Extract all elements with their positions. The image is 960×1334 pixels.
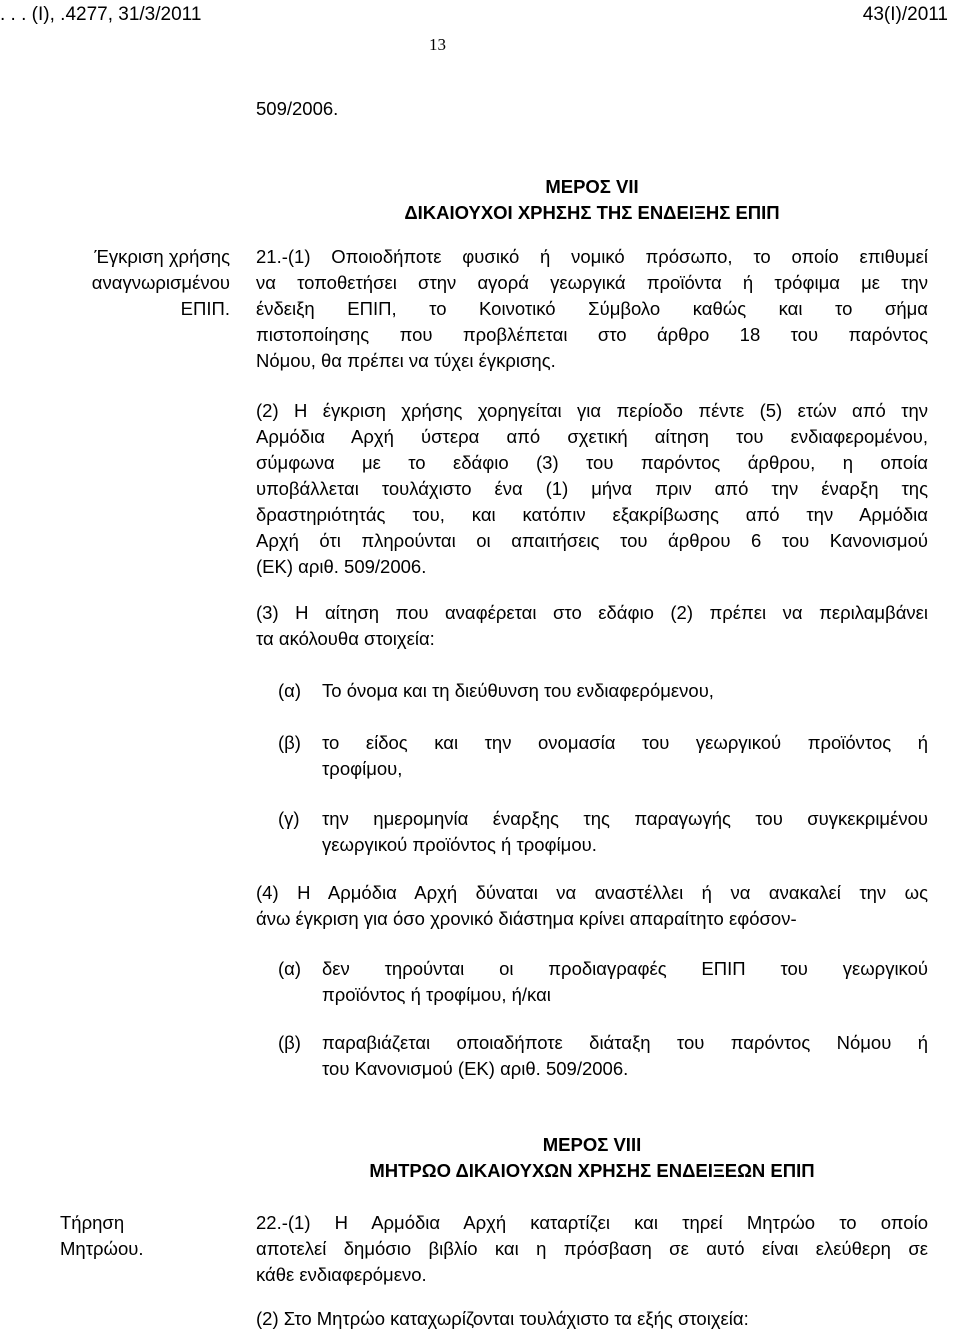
text-line: (2) Στο Μητρώο καταχωρίζονται τουλάχιστο τα εξής στοιχεία: (256, 1308, 749, 1329)
text-line: Αρμόδια Αρχή ύστερα από σχετική αίτηση του ενδιαφερομένου, (256, 426, 928, 447)
text-line: παραβιάζεται οποιαδήποτε διάταξη του παρόντος Νόμου ή (322, 1032, 928, 1053)
text-line: το είδος και την ονομασία του γεωργικού προϊόντος ή (322, 732, 928, 753)
regulation-reference: 509/2006. (256, 98, 339, 119)
list-item-label: (α) (278, 958, 302, 979)
margin-note-line: Τήρηση (60, 1212, 125, 1233)
text-line: υποβάλλεται τουλάχιστο ένα (1) μήνα πριν από την έναρξη της (256, 478, 928, 499)
text-line: (4) Η Αρμόδια Αρχή δύναται να αναστέλλει ή να ανακαλεί την ως (256, 882, 928, 903)
text-line: Νόμου, θα πρέπει να τύχει έγκρισης. (256, 350, 556, 371)
text-line: Αρχή ότι πληρούνται οι απαιτήσεις του άρθρου 6 του Κανονισμού (256, 530, 928, 551)
text-line: (2) Η έγκριση χρήσης χορηγείται για περίοδο πέντε (5) ετών από την (256, 400, 928, 421)
section-22-paragraph-2 (256, 1306, 928, 1332)
text-line: τα ακόλουθα στοιχεία: (256, 628, 435, 649)
text-line: 22.-(1) Η Αρμόδια Αρχή καταρτίζει και τηρεί Μητρώο το οποίο (256, 1212, 928, 1233)
text-line: ένδειξη ΕΠΙΠ, το Κοινοτικό Σύμβολο καθώς και το σήμα (256, 298, 928, 319)
margin-note-line: Έγκριση χρήσης (94, 246, 230, 267)
part-8-subtitle: ΜΗΤΡΩΟ ΔΙΚΑΙΟΥΧΩΝ ΧΡΗΣΗΣ ΕΝΔΕΙΞΕΩΝ ΕΠΙΠ (369, 1160, 815, 1181)
text-line: τροφίμου, (322, 758, 403, 779)
list-item-label: (γ) (278, 808, 300, 829)
margin-note-line: ΕΠΙΠ. (180, 298, 230, 319)
text-line: την ημερομηνία έναρξης της παραγωγής του συγκεκριμένου (322, 808, 928, 829)
text-line: γεωργικού προϊόντος ή τροφίμου. (322, 834, 597, 855)
margin-note-approval (40, 244, 230, 322)
text-line: πιστοποίησης που προβλέπεται στο άρθρο 18 του παρόντος (256, 324, 928, 345)
text-line: σύμφωνα με το εδάφιο (3) του παρόντος άρθρου, η οποία (256, 452, 928, 473)
text-line: Το όνομα και τη διεύθυνση του ενδιαφερόμενου, (322, 680, 714, 701)
margin-note-line: Μητρώου. (60, 1238, 144, 1259)
part-7-title: ΜΕΡΟΣ VII (545, 176, 639, 197)
text-line: (ΕΚ) αριθ. 509/2006. (256, 556, 427, 577)
text-line: του Κανονισμού (ΕΚ) αριθ. 509/2006. (322, 1058, 629, 1079)
page-number: 13 (429, 35, 446, 54)
text-line: κάθε ενδιαφερόμενο. (256, 1264, 427, 1285)
part-8-title: ΜΕΡΟΣ VIII (542, 1134, 642, 1155)
text-line: να τοποθετήσει στην αγορά γεωργικά προϊόντα ή τρόφιμα με την (256, 272, 928, 293)
header-law-number: 43(Ι)/2011 (862, 4, 948, 25)
text-line: 21.-(1) Οποιοδήποτε φυσικό ή νομικό πρόσωπο, το οποίο επιθυμεί (256, 246, 928, 267)
margin-note-line: αναγνωρισμένου (91, 272, 230, 293)
text-line: αποτελεί δημόσιο βιβλίο και η πρόσβαση σε αυτό είναι ελεύθερη σε (256, 1238, 928, 1259)
section-21-paragraph-2 (256, 398, 928, 580)
list-item-label: (β) (278, 732, 301, 753)
section-21-paragraph-4 (256, 880, 928, 932)
text-line: (3) Η αίτηση που αναφέρεται στο εδάφιο (2) πρέπει να περιλαμβάνει (256, 602, 928, 623)
margin-note-register (60, 1210, 250, 1262)
header-gazette-reference: . . . (Ι), .4277, 31/3/2011 (0, 4, 202, 25)
section-21-paragraph-3 (256, 600, 928, 652)
section-22-paragraph-1 (256, 1210, 928, 1288)
section-21-paragraph-1 (256, 244, 928, 374)
text-line: άνω έγκριση για όσο χρονικό διάστημα κρίνει απαραίτητο εφόσον- (256, 908, 797, 929)
list-item-label: (β) (278, 1032, 301, 1053)
text-line: δεν τηρούνται οι προδιαγραφές ΕΠΙΠ του γεωργικού (322, 958, 928, 979)
text-line: δραστηριότητάς του, και κατόπιν εξακρίβωσης από την Αρμόδια (256, 504, 928, 525)
part-7-subtitle: ΔΙΚΑΙΟΥΧΟΙ ΧΡΗΣΗΣ ΤΗΣ ΕΝΔΕΙΞΗΣ ΕΠΙΠ (404, 202, 780, 223)
list-item-label: (α) (278, 680, 302, 701)
text-line: προϊόντος ή τροφίμου, ή/και (322, 984, 551, 1005)
